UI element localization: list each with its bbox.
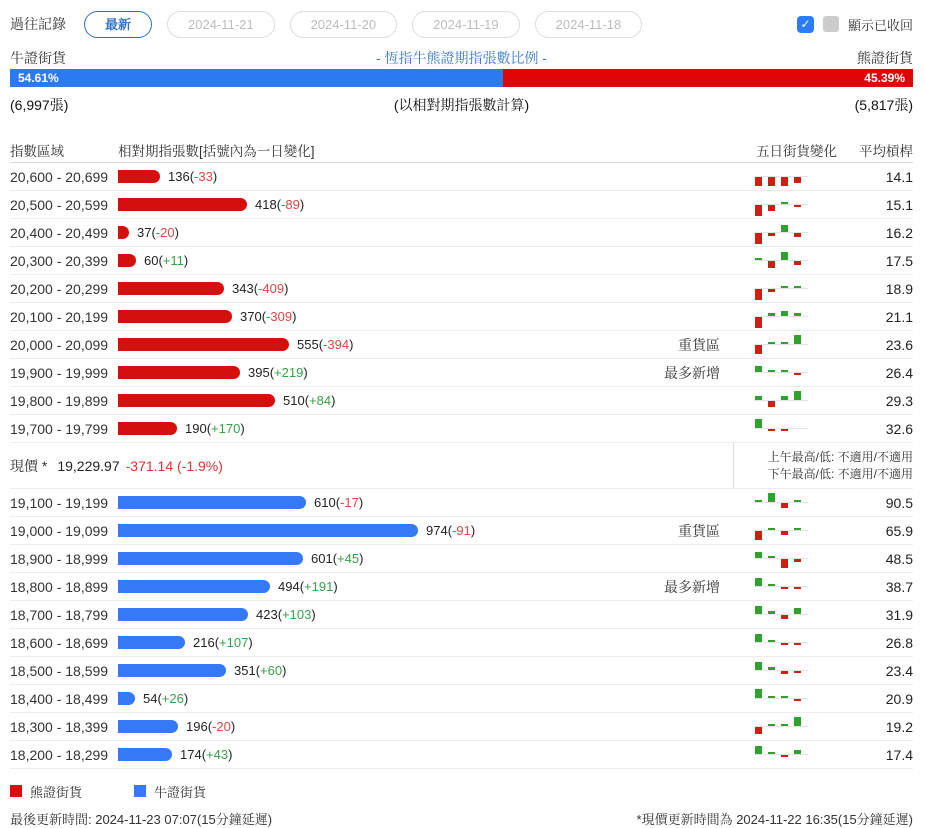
five-day-sparkline bbox=[754, 360, 810, 386]
contracts-bar bbox=[118, 394, 275, 407]
five-day-sparkline bbox=[754, 248, 810, 274]
five-day-sparkline bbox=[754, 332, 810, 358]
five-day-sparkline bbox=[754, 416, 810, 442]
contracts-bar bbox=[118, 282, 224, 295]
table-row bbox=[10, 303, 913, 331]
average-leverage: 14.1 bbox=[885, 168, 913, 185]
chart-title: - 恆指牛熊證期指張數比例 - bbox=[375, 50, 548, 66]
average-leverage: 21.1 bbox=[885, 308, 913, 325]
bear-outstanding-label: 熊證街貨 bbox=[857, 50, 913, 66]
history-label: 過往記錄 bbox=[10, 16, 66, 32]
bull-outstanding-label: 牛證街貨 bbox=[10, 50, 66, 66]
index-zone-label: 19,800 - 19,899 bbox=[10, 392, 109, 409]
five-day-sparkline bbox=[754, 220, 810, 246]
five-day-sparkline bbox=[754, 742, 810, 768]
current-price bbox=[10, 443, 223, 488]
col-zone: 指數區域 bbox=[10, 143, 64, 159]
secondary-checkbox[interactable] bbox=[823, 16, 839, 32]
five-day-change-cell bbox=[746, 742, 841, 768]
ratio-totals bbox=[10, 95, 913, 113]
five-day-change-cell bbox=[746, 490, 841, 516]
current-price-band bbox=[10, 443, 913, 489]
contracts-bar bbox=[118, 608, 248, 621]
contracts-bar bbox=[118, 524, 418, 537]
ratio-header bbox=[10, 50, 913, 68]
table-row bbox=[10, 545, 913, 573]
contracts-bar bbox=[118, 692, 135, 705]
five-day-sparkline bbox=[754, 686, 810, 712]
contracts-bar-cell bbox=[118, 169, 746, 184]
date-button-4[interactable]: 2024-11-18 bbox=[535, 11, 643, 38]
contracts-bar-cell bbox=[118, 393, 746, 408]
five-day-change-cell bbox=[746, 518, 841, 544]
contracts-value: 37(-20) bbox=[137, 225, 179, 240]
contracts-value: 190(+170) bbox=[185, 421, 245, 436]
contracts-value: 174(+43) bbox=[180, 747, 233, 762]
five-day-sparkline bbox=[754, 192, 810, 218]
contracts-value: 610(-17) bbox=[314, 495, 364, 510]
date-button-2[interactable]: 2024-11-20 bbox=[290, 11, 398, 38]
average-leverage: 19.2 bbox=[885, 718, 913, 735]
table-row bbox=[10, 601, 913, 629]
contracts-bar-cell bbox=[118, 197, 746, 212]
current-price-value: 19,229.97 bbox=[57, 457, 120, 474]
contracts-bar bbox=[118, 254, 136, 267]
contracts-bar-cell bbox=[118, 691, 746, 706]
average-leverage: 17.5 bbox=[885, 252, 913, 269]
contracts-value: 555(-394) bbox=[297, 337, 354, 352]
contracts-value: 974(-91) bbox=[426, 523, 476, 538]
average-leverage: 23.6 bbox=[885, 336, 913, 353]
footer bbox=[10, 809, 913, 828]
five-day-change-cell bbox=[746, 192, 841, 218]
legend-item-bear bbox=[10, 782, 82, 801]
contracts-bar-cell bbox=[118, 521, 746, 541]
five-day-change-cell bbox=[746, 714, 841, 740]
zone-tag: 最多新增 bbox=[664, 578, 720, 595]
show-recalled-checkbox[interactable] bbox=[797, 16, 814, 33]
contracts-value: 343(-409) bbox=[232, 281, 289, 296]
five-day-sparkline bbox=[754, 164, 810, 190]
contracts-bar-cell bbox=[118, 719, 746, 734]
average-leverage: 20.9 bbox=[885, 690, 913, 707]
average-leverage: 90.5 bbox=[885, 494, 913, 511]
contracts-value: 370(-309) bbox=[240, 309, 297, 324]
average-leverage: 23.4 bbox=[885, 662, 913, 679]
contracts-bar bbox=[118, 338, 289, 351]
average-leverage: 17.4 bbox=[885, 746, 913, 763]
ratio-note: (以相對期指張數計算) bbox=[393, 97, 530, 113]
contracts-bar-cell bbox=[118, 253, 746, 268]
average-leverage: 29.3 bbox=[885, 392, 913, 409]
contracts-bar bbox=[118, 226, 129, 239]
table-row bbox=[10, 163, 913, 191]
contracts-bar bbox=[118, 664, 226, 677]
checkmark-icon: ✓ bbox=[800, 17, 811, 31]
bull-rows-section bbox=[10, 489, 913, 769]
index-zone-label: 18,800 - 18,899 bbox=[10, 578, 109, 595]
table-row bbox=[10, 573, 913, 601]
contracts-value: 418(-89) bbox=[255, 197, 305, 212]
table-row bbox=[10, 489, 913, 517]
index-zone-label: 18,500 - 18,599 bbox=[10, 662, 109, 679]
date-button-latest[interactable]: 最新 bbox=[84, 11, 152, 38]
bear-legend-label: 熊證街貨 bbox=[30, 784, 83, 800]
index-zone-label: 20,100 - 20,199 bbox=[10, 308, 109, 325]
bull-ratio-segment: 54.61% bbox=[10, 69, 503, 87]
current-price-change: -371.14 (-1.9%) bbox=[125, 457, 223, 474]
five-day-sparkline bbox=[754, 276, 810, 302]
index-zone-label: 19,100 - 19,199 bbox=[10, 494, 109, 511]
bull-total: (6,997張) bbox=[10, 97, 69, 113]
five-day-change-cell bbox=[746, 164, 841, 190]
average-leverage: 15.1 bbox=[885, 196, 913, 213]
five-day-change-cell bbox=[746, 686, 841, 712]
col-leverage: 平均槓桿 bbox=[859, 143, 913, 159]
contracts-value: 54(+26) bbox=[143, 691, 189, 706]
average-leverage: 16.2 bbox=[885, 224, 913, 241]
contracts-bar bbox=[118, 422, 177, 435]
show-recalled-label: 顯示已收回 bbox=[847, 17, 913, 33]
five-day-change-cell bbox=[746, 574, 841, 600]
contracts-bar-cell bbox=[118, 663, 746, 678]
average-leverage: 26.8 bbox=[885, 634, 913, 651]
index-zone-label: 20,500 - 20,599 bbox=[10, 196, 109, 213]
contracts-value: 216(+107) bbox=[193, 635, 253, 650]
date-button-1[interactable]: 2024-11-21 bbox=[167, 11, 275, 38]
zone-tag: 重貨區 bbox=[678, 336, 720, 353]
contracts-bar-cell bbox=[118, 421, 746, 436]
contracts-value: 601(+45) bbox=[311, 551, 364, 566]
zone-tag: 最多新增 bbox=[664, 364, 720, 381]
am-high-low: 上午最高/低: 不適用/不適用 bbox=[767, 449, 913, 464]
five-day-sparkline bbox=[754, 602, 810, 628]
table-row bbox=[10, 359, 913, 387]
index-zone-label: 20,400 - 20,499 bbox=[10, 224, 109, 241]
five-day-sparkline bbox=[754, 658, 810, 684]
table-row bbox=[10, 387, 913, 415]
bear-legend-swatch bbox=[10, 785, 22, 797]
five-day-sparkline bbox=[754, 490, 810, 516]
five-day-change-cell bbox=[746, 416, 841, 442]
average-leverage: 65.9 bbox=[885, 522, 913, 539]
index-zone-label: 18,300 - 18,399 bbox=[10, 718, 109, 735]
contracts-value: 196(-20) bbox=[186, 719, 236, 734]
contracts-value: 136(-33) bbox=[168, 169, 218, 184]
table-row bbox=[10, 517, 913, 545]
legend-item-bull bbox=[134, 782, 206, 801]
index-zone-label: 20,300 - 20,399 bbox=[10, 252, 109, 269]
five-day-sparkline bbox=[754, 546, 810, 572]
five-day-change-cell bbox=[746, 630, 841, 656]
legend bbox=[10, 783, 913, 799]
contracts-bar-cell bbox=[118, 577, 746, 597]
index-zone-label: 18,400 - 18,499 bbox=[10, 690, 109, 707]
contracts-bar bbox=[118, 366, 240, 379]
contracts-value: 423(+103) bbox=[256, 607, 316, 622]
table-row bbox=[10, 657, 913, 685]
index-zone-label: 20,600 - 20,699 bbox=[10, 168, 109, 185]
average-leverage: 32.6 bbox=[885, 420, 913, 437]
contracts-bar bbox=[118, 720, 178, 733]
distribution-table bbox=[10, 137, 913, 769]
five-day-sparkline bbox=[754, 304, 810, 330]
table-row bbox=[10, 713, 913, 741]
history-toolbar bbox=[10, 8, 913, 40]
pm-high-low: 下午最高/低: 不適用/不適用 bbox=[767, 466, 913, 481]
five-day-change-cell bbox=[746, 602, 841, 628]
contracts-bar-cell bbox=[118, 281, 746, 296]
five-day-sparkline bbox=[754, 518, 810, 544]
contracts-bar-cell bbox=[118, 309, 746, 324]
five-day-change-cell bbox=[746, 220, 841, 246]
contracts-bar-cell bbox=[118, 225, 746, 240]
contracts-bar-cell bbox=[118, 551, 746, 566]
contracts-value: 351(+60) bbox=[234, 663, 287, 678]
five-day-change-cell bbox=[746, 658, 841, 684]
price-update-time: *現價更新時間為 2024-11-22 16:35(15分鐘延遲) bbox=[636, 812, 913, 827]
contracts-bar-cell bbox=[118, 495, 746, 510]
table-row bbox=[10, 629, 913, 657]
average-leverage: 31.9 bbox=[885, 606, 913, 623]
bear-rows-section bbox=[10, 163, 913, 443]
current-price-label: 現價 * bbox=[10, 457, 48, 474]
table-row bbox=[10, 275, 913, 303]
table-row bbox=[10, 247, 913, 275]
contracts-bar bbox=[118, 198, 247, 211]
bear-total: (5,817張) bbox=[854, 97, 913, 113]
five-day-change-cell bbox=[746, 276, 841, 302]
bull-legend-swatch bbox=[134, 785, 146, 797]
bull-bear-ratio-bar bbox=[10, 69, 913, 87]
contracts-value: 510(+84) bbox=[283, 393, 336, 408]
contracts-value: 395(+219) bbox=[248, 365, 308, 380]
index-zone-label: 20,200 - 20,299 bbox=[10, 280, 109, 297]
contracts-bar bbox=[118, 748, 172, 761]
zone-tag: 重貨區 bbox=[678, 522, 720, 539]
index-zone-label: 18,900 - 18,999 bbox=[10, 550, 109, 567]
table-row bbox=[10, 415, 913, 443]
table-row bbox=[10, 191, 913, 219]
average-leverage: 18.9 bbox=[885, 280, 913, 297]
five-day-change-cell bbox=[746, 248, 841, 274]
average-leverage: 48.5 bbox=[885, 550, 913, 567]
date-button-3[interactable]: 2024-11-19 bbox=[412, 11, 520, 38]
contracts-bar-cell bbox=[118, 335, 746, 355]
five-day-change-cell bbox=[746, 388, 841, 414]
bull-legend-label: 牛證街貨 bbox=[154, 784, 207, 800]
table-row bbox=[10, 685, 913, 713]
index-zone-label: 20,000 - 20,099 bbox=[10, 336, 109, 353]
session-high-low-box bbox=[733, 443, 913, 488]
col-contracts: 相對期指張數[括號內為一日變化] bbox=[118, 143, 315, 159]
five-day-change-cell bbox=[746, 360, 841, 386]
index-zone-label: 18,700 - 18,799 bbox=[10, 606, 109, 623]
last-update-time: 最後更新時間: 2024-11-23 07:07(15分鐘延遲) bbox=[10, 812, 273, 827]
contracts-bar-cell bbox=[118, 635, 746, 650]
bear-ratio-segment: 45.39% bbox=[503, 69, 913, 87]
contracts-bar-cell bbox=[118, 747, 746, 762]
five-day-change-cell bbox=[746, 304, 841, 330]
show-recalled-control bbox=[797, 15, 913, 34]
index-zone-label: 18,600 - 18,699 bbox=[10, 634, 109, 651]
five-day-change-cell bbox=[746, 546, 841, 572]
contracts-bar bbox=[118, 552, 303, 565]
index-zone-label: 19,000 - 19,099 bbox=[10, 522, 109, 539]
table-row bbox=[10, 741, 913, 769]
five-day-sparkline bbox=[754, 574, 810, 600]
contracts-bar bbox=[118, 170, 160, 183]
contracts-value: 494(+191) bbox=[278, 579, 338, 594]
five-day-change-cell bbox=[746, 332, 841, 358]
five-day-sparkline bbox=[754, 630, 810, 656]
contracts-bar bbox=[118, 636, 185, 649]
contracts-bar bbox=[118, 310, 232, 323]
contracts-bar bbox=[118, 580, 270, 593]
five-day-sparkline bbox=[754, 388, 810, 414]
index-zone-label: 19,700 - 19,799 bbox=[10, 420, 109, 437]
contracts-bar-cell bbox=[118, 363, 746, 383]
col-five-day: 五日街貨變化 bbox=[756, 143, 837, 159]
contracts-bar bbox=[118, 496, 306, 509]
five-day-sparkline bbox=[754, 714, 810, 740]
index-zone-label: 19,900 - 19,999 bbox=[10, 364, 109, 381]
contracts-value: 60(+11) bbox=[144, 253, 189, 268]
average-leverage: 26.4 bbox=[885, 364, 913, 381]
index-zone-label: 18,200 - 18,299 bbox=[10, 746, 109, 763]
table-header bbox=[10, 137, 913, 163]
table-row bbox=[10, 331, 913, 359]
contracts-bar-cell bbox=[118, 607, 746, 622]
table-row bbox=[10, 219, 913, 247]
average-leverage: 38.7 bbox=[885, 578, 913, 595]
